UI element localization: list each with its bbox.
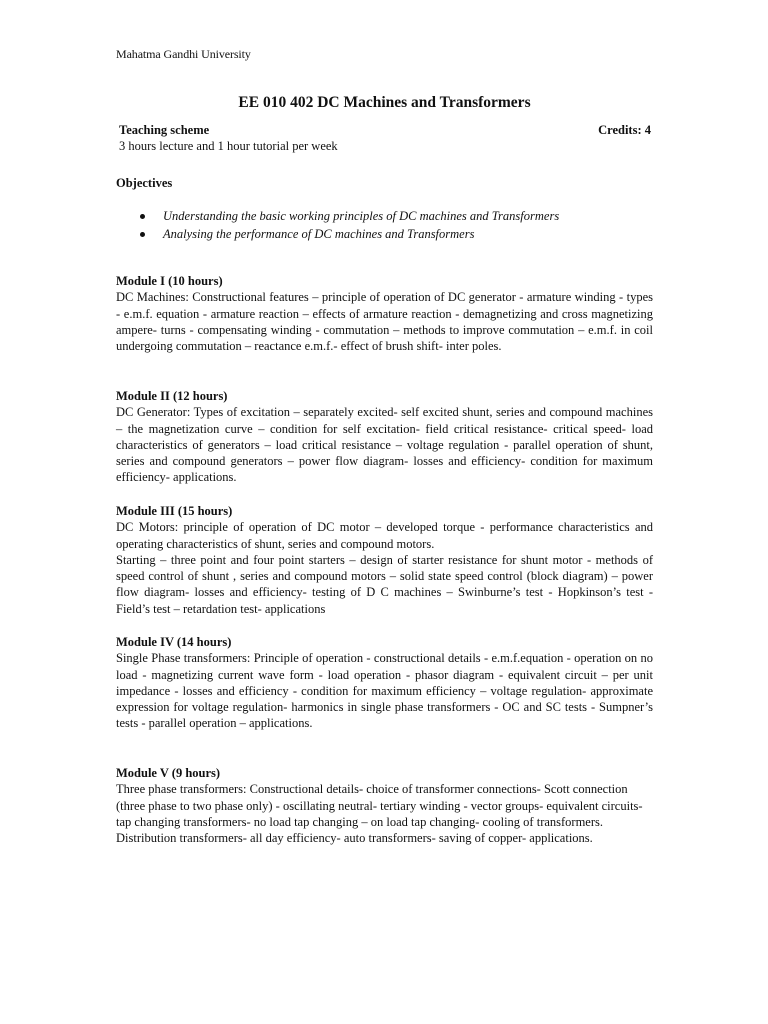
module-heading: Module I (10 hours) — [116, 274, 223, 288]
module-text: Starting – three point and four point starters – design of starter resistance for shunt motor - methods of speed control of shunt , series and compound motors – solid state speed control (block diagram) – power flow diagram- losses and efficiency- testing of D C machines – Swinburne’s test - Hopkinson’s test - Field’s test – retardation test- applications — [116, 552, 653, 616]
objectives-heading: Objectives — [116, 176, 173, 190]
objectives-list — [116, 207, 559, 243]
module-heading: Module IV (14 hours) — [116, 635, 232, 649]
module-text: DC Motors: principle of operation of DC motor – developed torque - performance characteristics and operating characteristics of shunt, series and compound motors. — [116, 520, 653, 551]
module-heading: Module II (12 hours) — [116, 389, 228, 403]
teaching-scheme-detail: 3 hours lecture and 1 hour tutorial per week — [119, 139, 338, 153]
module-heading: Module V (9 hours) — [116, 766, 221, 780]
module-text: Single Phase transformers: Principle of operation - constructional details - e.m.f.equation - operation on no load - magnetizing current wave form - load operation - phasor diagram - equivalent circuit – per unit impedance - losses and efficiency - condition for maximum efficiency – voltage regulation- approximate expression for voltage regulation- harmonics in single phase transformers - OC and SC tests - Sumpner’s tests - parallel operation – applications. — [116, 651, 653, 731]
teaching-scheme-label: Teaching scheme — [119, 123, 210, 137]
module-2 — [116, 388, 653, 486]
module-1 — [116, 273, 653, 354]
bullet-icon — [140, 232, 145, 237]
objective-item — [116, 225, 559, 243]
objective-item — [116, 207, 559, 225]
module-5 — [116, 765, 653, 846]
objective-text: Analysing the performance of DC machines and Transformers — [163, 227, 475, 241]
module-text: DC Generator: Types of excitation – separately excited- self excited shunt, series and compound machines – the magnetization curve – condition for self excitation- field critical resistance- critical speed- load characteristics of generators – load critical resistance – voltage regulation - parallel operation of shunt, series and compound generators – power flow diagram- losses and efficiency- condition for maximum efficiency- applications. — [116, 405, 653, 485]
bullet-icon — [140, 214, 145, 219]
module-text: Three phase transformers: Constructional details- choice of transformer connections- Scott connection (three phase to two phase only) - oscillating neutral- tertiary winding - vector groups- equivalent circuits- tap changing transformers- no load tap changing – on load tap changing- cooling of transformers. — [116, 782, 643, 829]
course-title: EE 010 402 DC Machines and Transformers — [238, 94, 531, 111]
university-name: Mahatma Gandhi University — [116, 47, 251, 61]
module-4 — [116, 634, 653, 732]
module-text: Distribution transformers- all day efficiency- auto transformers- saving of copper- applications. — [116, 831, 593, 846]
credits-label: Credits: 4 — [598, 123, 651, 137]
objective-text: Understanding the basic working principles of DC machines and Transformers — [163, 209, 560, 223]
teaching-scheme-row — [119, 123, 651, 138]
module-3 — [116, 503, 653, 617]
module-text: DC Machines: Constructional features – principle of operation of DC generator - armature winding - types - e.m.f. equation - armature reaction – effects of armature reaction - demagnetizing and cross magnetizing ampere- turns - compensating winding - commutation – methods to improve commutation – e.m.f. in coil undergoing commutation – reactance e.m.f.- effect of brush shift- inter poles. — [116, 290, 653, 354]
module-heading: Module III (15 hours) — [116, 504, 233, 518]
